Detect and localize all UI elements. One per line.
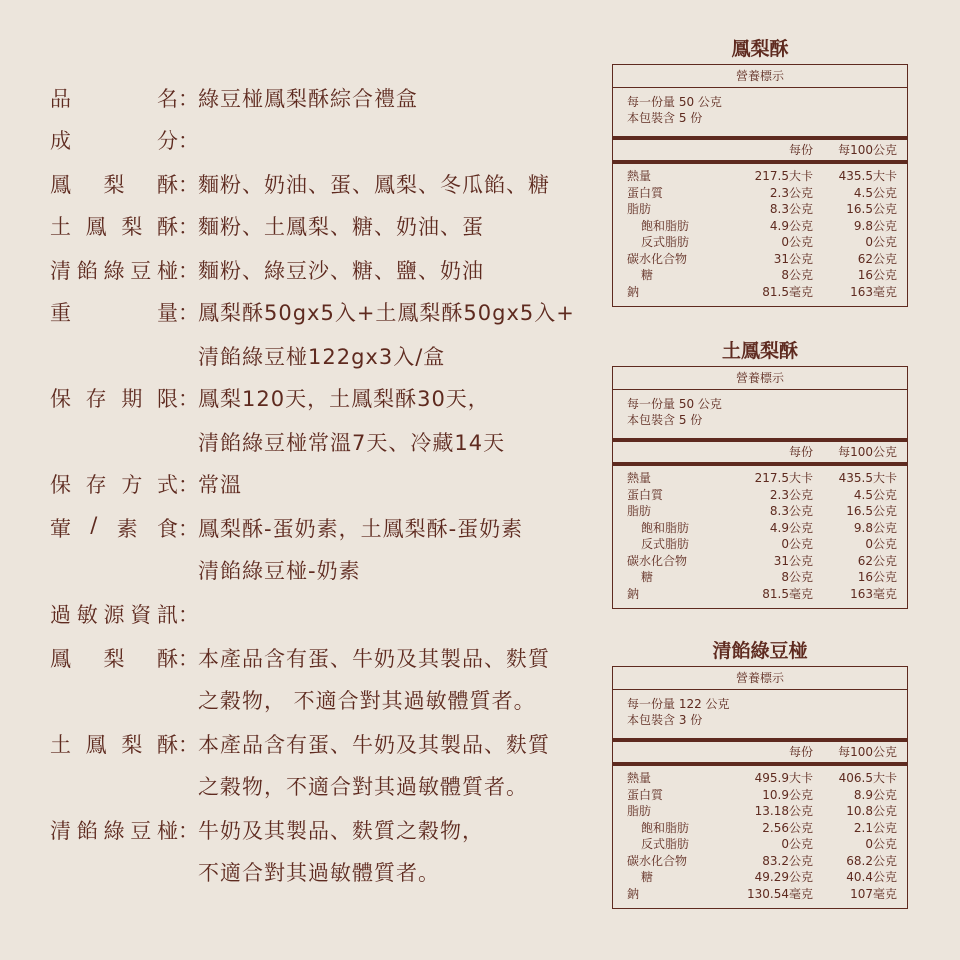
nutrient-name: 反式脂肪 bbox=[641, 837, 690, 851]
nutrient-name: 飽和脂肪 bbox=[641, 820, 690, 835]
nutrient-name: 鈉 bbox=[627, 886, 640, 901]
nutrition-rows bbox=[613, 466, 907, 608]
row-label: 葷 / 素 食 bbox=[50, 513, 178, 541]
serving-info bbox=[613, 390, 907, 442]
per-100g-value: 406.5大卡 bbox=[838, 771, 897, 785]
nutrition-label-box bbox=[612, 64, 908, 307]
nutrition-label-box bbox=[612, 366, 908, 609]
nutrition-row bbox=[613, 267, 907, 284]
col-per-100g: 每100公克 bbox=[838, 445, 897, 459]
per-100g-value: 0公克 bbox=[865, 235, 897, 249]
row-label: 土 鳳 梨 酥 bbox=[50, 733, 178, 757]
per-serving-value: 81.5毫克 bbox=[762, 586, 813, 601]
serving-info bbox=[613, 690, 907, 742]
row-label: 成 分 bbox=[50, 129, 178, 153]
per-100g-value: 62公克 bbox=[857, 251, 897, 266]
info-row-native-pineapple-ingredients: 土 鳳 梨 酥 ： 麵粉、土鳳梨、糖、奶油、蛋 bbox=[50, 204, 484, 248]
per-100g-value: 16.5公克 bbox=[846, 504, 897, 518]
col-per-100g: 每100公克 bbox=[838, 745, 897, 759]
row-value: 麵粉、綠豆沙、糖、鹽、奶油 bbox=[198, 259, 484, 283]
col-per-serving: 每份 bbox=[788, 143, 813, 157]
info-row-ingredients: 成 分 ： bbox=[50, 118, 198, 162]
row-value: 綠豆椪鳳梨酥綜合禮盒 bbox=[198, 87, 418, 111]
nutrition-row bbox=[613, 218, 907, 235]
row-value: 鳳梨酥-蛋奶素，土鳳梨酥-蛋奶素 bbox=[198, 517, 524, 541]
per-serving-value: 217.5大卡 bbox=[754, 471, 813, 485]
col-per-100g: 每100公克 bbox=[838, 143, 897, 157]
info-row-shelf-life: 保 存 期 限 ： 鳳梨120天，土鳳梨酥30天， bbox=[50, 376, 490, 420]
row-value: 牛奶及其製品、麩質之穀物， bbox=[198, 819, 484, 843]
per-100g-value: 10.8公克 bbox=[846, 804, 897, 818]
nutrition-row bbox=[613, 284, 907, 301]
per-serving-value: 13.18公克 bbox=[754, 804, 813, 818]
per-serving-value: 130.54毫克 bbox=[747, 886, 813, 901]
column-headers bbox=[613, 742, 907, 766]
per-serving-value: 2.3公克 bbox=[769, 487, 813, 502]
nutrient-name: 糖 bbox=[641, 870, 654, 884]
serving-size: 每一份量 50 公克 bbox=[627, 397, 722, 411]
info-row-allergen: 過 敏 源 資 訊 ： bbox=[50, 592, 198, 636]
nutrient-name: 脂肪 bbox=[627, 804, 652, 818]
row-value: 麵粉、奶油、蛋、鳳梨、冬瓜餡、糖 bbox=[198, 173, 550, 197]
nutrient-name: 反式脂肪 bbox=[641, 235, 690, 249]
nutrition-row bbox=[613, 569, 907, 586]
nutrient-name: 脂肪 bbox=[627, 202, 652, 216]
nutrient-name: 熱量 bbox=[627, 771, 652, 785]
nutrient-name: 碳水化合物 bbox=[627, 251, 688, 266]
nutrition-row bbox=[613, 251, 907, 268]
serving-size: 每一份量 50 公克 bbox=[627, 95, 722, 109]
serving-info bbox=[613, 88, 907, 140]
per-100g-value: 16公克 bbox=[857, 268, 897, 282]
nutrition-row bbox=[613, 820, 907, 837]
row-label: 清 餡 綠 豆 椪 bbox=[50, 819, 178, 843]
per-serving-value: 4.9公克 bbox=[769, 218, 813, 233]
serving-size: 每一份量 122 公克 bbox=[627, 697, 730, 711]
servings-per-pack: 本包裝含 5 份 bbox=[627, 111, 703, 125]
nutrient-name: 鈉 bbox=[627, 284, 640, 299]
row-label: 清 餡 綠 豆 椪 bbox=[50, 259, 178, 283]
row-value: 本產品含有蛋、牛奶及其製品、麩質 bbox=[198, 647, 550, 671]
row-value: 本產品含有蛋、牛奶及其製品、麩質 bbox=[198, 733, 550, 757]
nutrient-name: 蛋白質 bbox=[627, 487, 664, 502]
per-100g-value: 107毫克 bbox=[850, 886, 897, 901]
per-serving-value: 2.56公克 bbox=[762, 820, 813, 835]
row-label: 保 存 期 限 bbox=[50, 387, 178, 411]
allergen-pineapple-continuation: 之穀物， 不適合對其過敏體質者。 bbox=[198, 689, 536, 713]
nutrition-row bbox=[613, 803, 907, 820]
panel-title: 清餡綠豆椪 bbox=[712, 640, 808, 662]
nutrition-row bbox=[613, 185, 907, 202]
column-headers bbox=[613, 442, 907, 466]
row-label: 重 量 bbox=[50, 301, 178, 325]
nutrition-header: 營養標示 bbox=[613, 65, 907, 88]
per-serving-value: 2.3公克 bbox=[769, 185, 813, 200]
nutrition-rows bbox=[613, 766, 907, 908]
info-row-allergen-pineapple: 鳳 梨 酥 ： 本產品含有蛋、牛奶及其製品、麩質 bbox=[50, 636, 550, 680]
nutrient-name: 蛋白質 bbox=[627, 185, 664, 200]
row-value: 常溫 bbox=[198, 473, 242, 497]
info-row-weight: 重 量 ： 鳳梨酥50gx5入+土鳳梨酥50gx5入+ bbox=[50, 290, 575, 334]
nutrition-row bbox=[613, 770, 907, 787]
per-serving-value: 8.3公克 bbox=[769, 504, 813, 518]
per-100g-value: 8.9公克 bbox=[853, 787, 897, 802]
per-100g-value: 9.8公克 bbox=[853, 520, 897, 535]
nutrient-name: 蛋白質 bbox=[627, 787, 664, 802]
nutrition-panel bbox=[612, 336, 908, 609]
nutrient-name: 碳水化合物 bbox=[627, 553, 688, 568]
per-serving-value: 0公克 bbox=[781, 537, 813, 551]
col-per-serving: 每份 bbox=[788, 445, 813, 459]
nutrition-row bbox=[613, 503, 907, 520]
nutrition-row bbox=[613, 869, 907, 886]
per-100g-value: 62公克 bbox=[857, 553, 897, 568]
info-row-name: 品 名 ： 綠豆椪鳳梨酥綜合禮盒 bbox=[50, 76, 418, 120]
diet-continuation: 清餡綠豆椪-奶素 bbox=[198, 559, 361, 583]
nutrition-row bbox=[613, 836, 907, 853]
nutrient-name: 反式脂肪 bbox=[641, 537, 690, 551]
column-headers bbox=[613, 140, 907, 164]
shelf-life-continuation: 清餡綠豆椪常溫7天、冷藏14天 bbox=[198, 431, 506, 455]
row-label: 保 存 方 式 bbox=[50, 473, 178, 497]
per-100g-value: 16.5公克 bbox=[846, 202, 897, 216]
servings-per-pack: 本包裝含 5 份 bbox=[627, 413, 703, 427]
per-100g-value: 0公克 bbox=[865, 837, 897, 851]
nutrition-rows bbox=[613, 164, 907, 306]
per-serving-value: 31公克 bbox=[773, 553, 813, 568]
nutrient-name: 糖 bbox=[641, 268, 654, 282]
nutrient-name: 碳水化合物 bbox=[627, 853, 688, 868]
per-serving-value: 31公克 bbox=[773, 251, 813, 266]
per-100g-value: 163毫克 bbox=[850, 284, 897, 299]
per-100g-value: 16公克 bbox=[857, 570, 897, 584]
per-100g-value: 435.5大卡 bbox=[838, 169, 897, 183]
nutrition-row bbox=[613, 168, 907, 185]
row-label: 土 鳳 梨 酥 bbox=[50, 215, 178, 239]
nutrition-header: 營養標示 bbox=[613, 367, 907, 390]
info-row-storage: 保 存 方 式 ： 常溫 bbox=[50, 462, 242, 506]
per-100g-value: 68.2公克 bbox=[846, 853, 897, 868]
per-100g-value: 4.5公克 bbox=[853, 185, 897, 200]
row-label: 鳳 梨 酥 bbox=[50, 173, 178, 197]
info-row-allergen-mungbean: 清 餡 綠 豆 椪 ： 牛奶及其製品、麩質之穀物， bbox=[50, 808, 484, 852]
nutrition-header: 營養標示 bbox=[613, 667, 907, 690]
per-100g-value: 435.5大卡 bbox=[838, 471, 897, 485]
per-serving-value: 49.29公克 bbox=[754, 870, 813, 884]
info-row-mungbean-ingredients: 清 餡 綠 豆 椪 ： 麵粉、綠豆沙、糖、鹽、奶油 bbox=[50, 248, 484, 292]
per-serving-value: 8公克 bbox=[781, 268, 813, 282]
nutrient-name: 熱量 bbox=[627, 169, 652, 183]
weight-continuation: 清餡綠豆椪122gx3入/盒 bbox=[198, 345, 446, 369]
nutrient-name: 鈉 bbox=[627, 586, 640, 601]
per-serving-value: 0公克 bbox=[781, 235, 813, 249]
nutrition-panel bbox=[612, 34, 908, 307]
row-label: 過 敏 源 資 訊 bbox=[50, 603, 178, 627]
row-label: 品 名 bbox=[50, 87, 178, 111]
nutrition-row bbox=[613, 234, 907, 251]
per-serving-value: 495.9大卡 bbox=[754, 771, 813, 785]
per-serving-value: 8公克 bbox=[781, 570, 813, 584]
per-serving-value: 83.2公克 bbox=[762, 853, 813, 868]
row-value: 麵粉、土鳳梨、糖、奶油、蛋 bbox=[198, 215, 484, 239]
per-serving-value: 10.9公克 bbox=[762, 787, 813, 802]
nutrition-row bbox=[613, 487, 907, 504]
nutrition-row bbox=[613, 586, 907, 603]
info-row-pineapple-ingredients: 鳳 梨 酥 ： 麵粉、奶油、蛋、鳳梨、冬瓜餡、糖 bbox=[50, 162, 550, 206]
row-label: 鳳 梨 酥 bbox=[50, 647, 178, 671]
nutrition-panel bbox=[612, 636, 908, 909]
nutrient-name: 熱量 bbox=[627, 471, 652, 485]
per-100g-value: 9.8公克 bbox=[853, 218, 897, 233]
nutrition-row bbox=[613, 520, 907, 537]
panel-title: 土鳳梨酥 bbox=[721, 340, 798, 362]
per-serving-value: 81.5毫克 bbox=[762, 284, 813, 299]
allergen-native-pineapple-continuation: 之穀物，不適合對其過敏體質者。 bbox=[198, 775, 528, 799]
nutrient-name: 飽和脂肪 bbox=[641, 520, 690, 535]
nutrition-row bbox=[613, 553, 907, 570]
nutrient-name: 飽和脂肪 bbox=[641, 218, 690, 233]
nutrient-name: 脂肪 bbox=[627, 504, 652, 518]
nutrition-row bbox=[613, 787, 907, 804]
per-serving-value: 217.5大卡 bbox=[754, 169, 813, 183]
nutrition-row bbox=[613, 886, 907, 903]
nutrition-row bbox=[613, 536, 907, 553]
nutrition-row bbox=[613, 201, 907, 218]
col-per-serving: 每份 bbox=[788, 745, 813, 759]
nutrition-row bbox=[613, 853, 907, 870]
per-100g-value: 4.5公克 bbox=[853, 487, 897, 502]
per-serving-value: 8.3公克 bbox=[769, 202, 813, 216]
row-value: 鳳梨120天，土鳳梨酥30天， bbox=[198, 387, 490, 411]
allergen-mungbean-continuation: 不適合對其過敏體質者。 bbox=[198, 861, 440, 885]
per-serving-value: 0公克 bbox=[781, 837, 813, 851]
nutrient-name: 糖 bbox=[641, 570, 654, 584]
info-row-diet: 葷 / 素 食 ： 鳳梨酥-蛋奶素，土鳳梨酥-蛋奶素 bbox=[50, 513, 524, 541]
per-100g-value: 163毫克 bbox=[850, 586, 897, 601]
info-row-allergen-native-pineapple: 土 鳳 梨 酥 ： 本產品含有蛋、牛奶及其製品、麩質 bbox=[50, 722, 550, 766]
per-serving-value: 4.9公克 bbox=[769, 520, 813, 535]
per-100g-value: 40.4公克 bbox=[846, 870, 897, 884]
nutrition-label-box bbox=[612, 666, 908, 909]
panel-title: 鳳梨酥 bbox=[731, 38, 789, 60]
servings-per-pack: 本包裝含 3 份 bbox=[627, 713, 703, 727]
row-value: 鳳梨酥50gx5入+土鳳梨酥50gx5入+ bbox=[198, 301, 575, 325]
per-100g-value: 0公克 bbox=[865, 537, 897, 551]
per-100g-value: 2.1公克 bbox=[853, 820, 897, 835]
nutrition-row bbox=[613, 470, 907, 487]
